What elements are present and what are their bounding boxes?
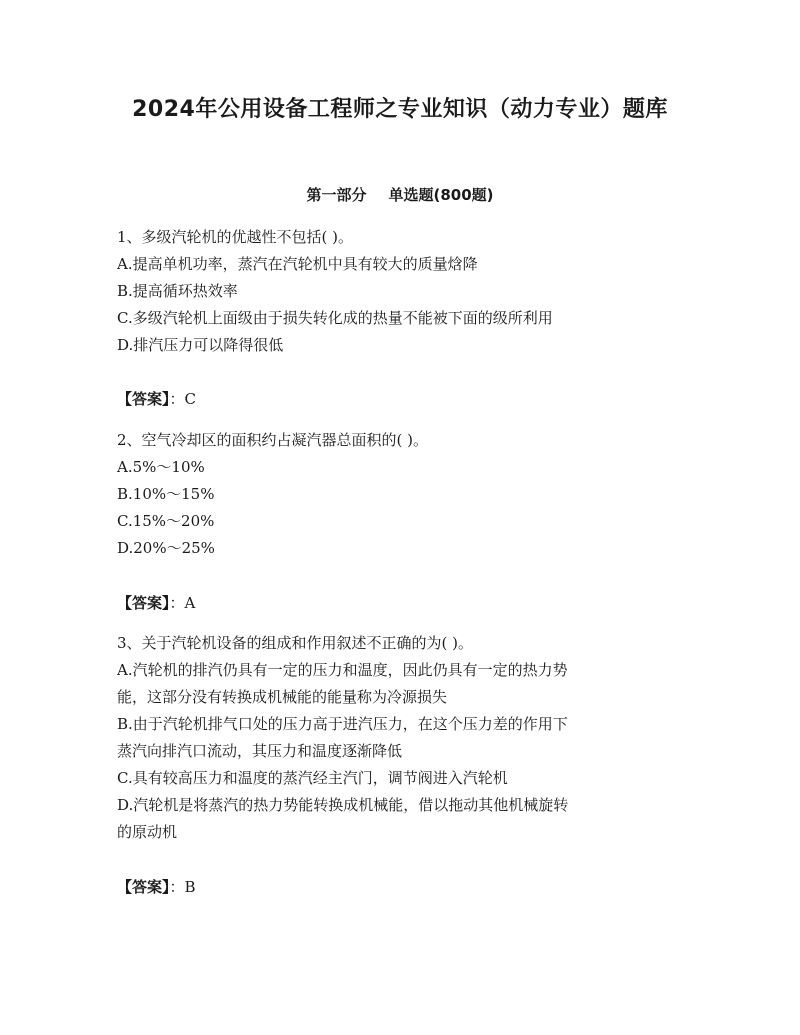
section-part: 第一部分 (306, 186, 367, 204)
question-3-option-a-cont: 能，这部分没有转换成机械能的能量称为冷源损失 (117, 688, 448, 706)
question-1-option-c: C.多级汽轮机上面级由于损失转化成的热量不能被下面的级所利用 (117, 309, 553, 327)
answer-label: 【答案】 (117, 594, 170, 612)
question-3-option-c: C.具有较高压力和温度的蒸汽经主汽门，调节阀进入汽轮机 (117, 769, 508, 787)
answer-value: C (184, 390, 197, 408)
section-name: 单选题(800题) (388, 186, 494, 204)
question-1-option-d: D.排汽压力可以降得很低 (117, 336, 284, 354)
question-3-option-d: D.汽轮机是将蒸汽的热力势能转换成机械能，借以拖动其他机械旋转 (117, 796, 569, 814)
question-3-option-d-cont: 的原动机 (117, 823, 178, 841)
question-3-answer (117, 877, 196, 897)
question-2-option-a: A.5%～10% (117, 458, 205, 476)
question-3-option-b: B.由于汽轮机排气口处的压力高于进汽压力，在这个压力差的作用下 (117, 715, 568, 733)
question-3-option-a: A.汽轮机的排汽仍具有一定的压力和温度，因此仍具有一定的热力势 (117, 661, 568, 679)
question-2-stem: 2、空气冷却区的面积约占凝汽器总面积的( )。 (117, 431, 429, 449)
answer-separator: ： (169, 594, 185, 612)
answer-label: 【答案】 (117, 878, 170, 896)
question-1-option-b: B.提高循环热效率 (117, 282, 238, 300)
answer-value: B (184, 878, 196, 896)
answer-separator: ： (169, 878, 185, 896)
document-title: 2024年公用设备工程师之专业知识（动力专业）题库 (132, 97, 668, 122)
question-3-stem: 3、关于汽轮机设备的组成和作用叙述不正确的为( )。 (117, 634, 474, 652)
section-heading (0, 184, 800, 205)
question-1-option-a: A.提高单机功率，蒸汽在汽轮机中具有较大的质量焓降 (117, 255, 478, 273)
answer-separator: ： (169, 390, 185, 408)
question-2-answer (117, 593, 195, 613)
question-2-option-d: D.20%～25% (117, 539, 215, 557)
answer-value: A (184, 594, 196, 612)
question-1-answer (117, 389, 196, 409)
question-2-option-c: C.15%～20% (117, 512, 215, 530)
question-3-option-b-cont: 蒸汽向排汽口流动，其压力和温度逐渐降低 (117, 742, 403, 760)
question-2-option-b: B.10%～15% (117, 485, 215, 503)
question-1-stem: 1、多级汽轮机的优越性不包括( )。 (117, 228, 354, 246)
answer-label: 【答案】 (117, 390, 170, 408)
